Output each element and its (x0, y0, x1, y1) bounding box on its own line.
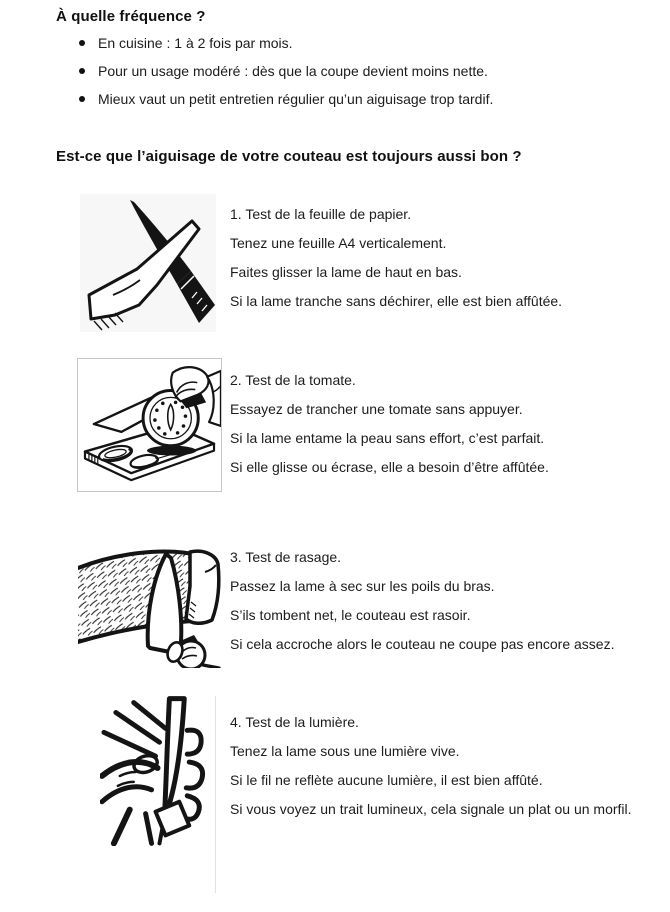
bullet-dot (79, 96, 85, 102)
paper-test-illustration (80, 194, 216, 332)
section-title: 2. Test de la tomate. (230, 372, 356, 388)
list-item (79, 89, 493, 109)
section-line: Tenez la lame sous une lumière vive. (230, 743, 460, 759)
list-item (79, 33, 493, 53)
section-line: Essayez de trancher une tomate sans appuyer. (230, 401, 523, 417)
test-section-light (230, 710, 650, 826)
hand-holding-blade-icon (100, 696, 215, 846)
list-item-text: En cuisine : 1 à 2 fois par mois. (98, 35, 293, 51)
section-line: Passez la lame à sec sur les poils du bras. (230, 578, 495, 594)
list-item-text: Mieux vaut un petit entretien régulier qu’un aiguisage trop tardif. (98, 91, 494, 107)
frequency-bullet-list (79, 33, 493, 117)
knife-slicing-tomato-icon (78, 359, 221, 491)
bullet-dot (79, 40, 85, 46)
section-title: 4. Test de la lumière. (230, 714, 359, 730)
section-line: Si vous voyez un trait lumineux, cela signale un plat ou un morfil. (230, 801, 632, 817)
section-line: Si la lame entame la peau sans effort, c’est parfait. (230, 430, 545, 446)
test-section-paper (230, 202, 650, 318)
section-line: Tenez une feuille A4 verticalement. (230, 235, 447, 251)
frequency-heading: À quelle fréquence ? (56, 8, 206, 25)
list-item (79, 61, 493, 81)
section-line: Faites glisser la lame de haut en bas. (230, 264, 462, 280)
section-line: S’ils tombent net, le couteau est rasoir. (230, 607, 471, 623)
tomato-test-illustration (77, 358, 222, 492)
section-title: 3. Test de rasage. (230, 549, 342, 565)
question-heading: Est-ce que l’aiguisage de votre couteau est toujours aussi bon ? (56, 148, 522, 165)
knife-cutting-paper-icon (80, 194, 216, 332)
test-section-tomato (230, 368, 650, 484)
shaving-test-illustration (78, 528, 224, 668)
test-section-shaving (230, 545, 650, 661)
light-test-illustration (100, 696, 216, 893)
section-line: Si le fil ne reflète aucune lumière, il est bien affûté. (230, 772, 543, 788)
list-item-text: Pour un usage modéré : dès que la coupe devient moins nette. (98, 63, 488, 79)
knife-shaving-arm-icon (78, 528, 224, 668)
section-line: Si cela accroche alors le couteau ne coupe pas encore assez. (230, 636, 615, 652)
section-line: Si elle glisse ou écrase, elle a besoin d’être affûtée. (230, 459, 549, 475)
section-title: 1. Test de la feuille de papier. (230, 206, 412, 222)
section-line: Si la lame tranche sans déchirer, elle est bien affûtée. (230, 293, 563, 309)
bullet-dot (79, 68, 85, 74)
